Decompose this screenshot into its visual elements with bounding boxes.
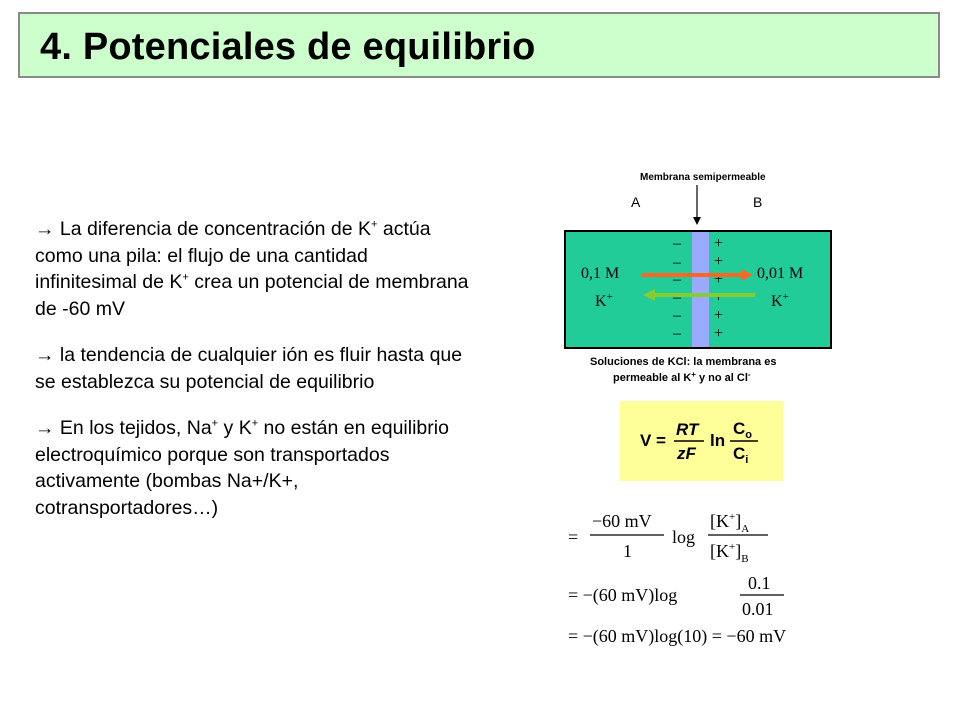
plus-sign: + (714, 271, 724, 288)
nernst-c-out: $C_o$ (733, 419, 753, 441)
membrane (692, 232, 709, 347)
nernst-lhs: V = (640, 431, 666, 450)
eq2-denominator: 0.01 (742, 599, 774, 619)
bullet-3-text-c: no están en equilibrio electroquímico porque son transportados activamente (bombas Na+/K+, cotransportadores…) (35, 417, 449, 519)
membrane-label: Membrana semipermeable (640, 172, 766, 183)
nernst-c-in: $C_i$ (733, 444, 749, 466)
conc-b-label: 0,01 M (757, 265, 804, 282)
membrane-pointer-arrowhead (693, 217, 701, 225)
bullet-3-sup-b: + (251, 417, 259, 430)
eq2-numerator: 0.1 (748, 573, 771, 593)
side-b-label: B (753, 194, 763, 210)
bullet-3 (35, 415, 475, 521)
worked-equations (568, 505, 868, 655)
eq1-equals: = (568, 527, 579, 547)
bullet-arrow-icon: → (35, 417, 55, 439)
eq1-k-outside: $[K^+]_A$ (710, 511, 750, 535)
bullet-2 (35, 342, 475, 395)
eq2-lhs: = −(60 mV)log (568, 585, 678, 605)
plus-sign: + (714, 253, 724, 270)
eq1-numerator: −60 mV (592, 511, 652, 531)
conc-a-label: 0,1 M (581, 265, 620, 282)
bullet-1-sup-b: + (182, 271, 189, 284)
bullet-1-sup-a: + (371, 218, 378, 231)
minus-sign: – (673, 254, 681, 271)
bullet-1-text-c: crea un potencial de membrana de -60 mV (35, 271, 469, 320)
bullet-3-text-b: y K (218, 417, 252, 439)
minus-sign: – (673, 235, 681, 252)
minus-sign: – (673, 289, 681, 306)
bullet-arrow-icon: → (35, 218, 55, 240)
membrane-diagram (555, 165, 845, 390)
title-bar (18, 12, 940, 78)
bullet-arrow-icon: → (35, 344, 55, 366)
plus-sign: + (714, 235, 724, 252)
nernst-formula (620, 401, 783, 481)
bullet-2-text: la tendencia de cualquier ión es fluir hasta que se establezca su potencial de equilibrio (35, 344, 463, 393)
plus-sign: + (714, 325, 724, 342)
nernst-ln: ln (710, 431, 726, 450)
eq1-denominator: 1 (623, 541, 632, 561)
ion-a-label: K+ (595, 291, 613, 310)
bullet-3-text-a: En los tejidos, Na (59, 417, 212, 439)
ion-b-label: K+ (771, 291, 789, 310)
nernst-denominator: zF (677, 444, 696, 463)
eq1-log: log (672, 527, 696, 547)
bullet-1-text-b: actúa como una pila: el flujo de una cantidad infinitesimal de K (35, 218, 431, 293)
side-a-label: A (631, 194, 641, 210)
eq3: = −(60 mV)log(10) = −60 mV (568, 626, 787, 646)
minus-sign: – (673, 325, 681, 342)
bullet-1 (35, 216, 475, 322)
diagram-caption-line-2: permeable al K+ y no al Cl- (613, 370, 751, 384)
bullet-3-sup-a: + (211, 417, 219, 430)
diagram-caption-line-1: Soluciones de KCl: la membrana es (590, 356, 777, 368)
bullet-1-text-a: La diferencia de concentración de K (59, 218, 372, 240)
bullet-list (35, 216, 475, 541)
plus-sign: + (714, 289, 724, 306)
minus-sign: – (673, 307, 681, 324)
minus-sign: – (673, 271, 681, 288)
slide-title: 4. Potenciales de equilibrio (40, 26, 536, 68)
plus-sign: + (714, 307, 724, 324)
nernst-numerator: RT (676, 420, 699, 439)
nernst-formula-box (620, 401, 783, 481)
eq1-k-inside: $[K^+]_B$ (710, 541, 749, 565)
